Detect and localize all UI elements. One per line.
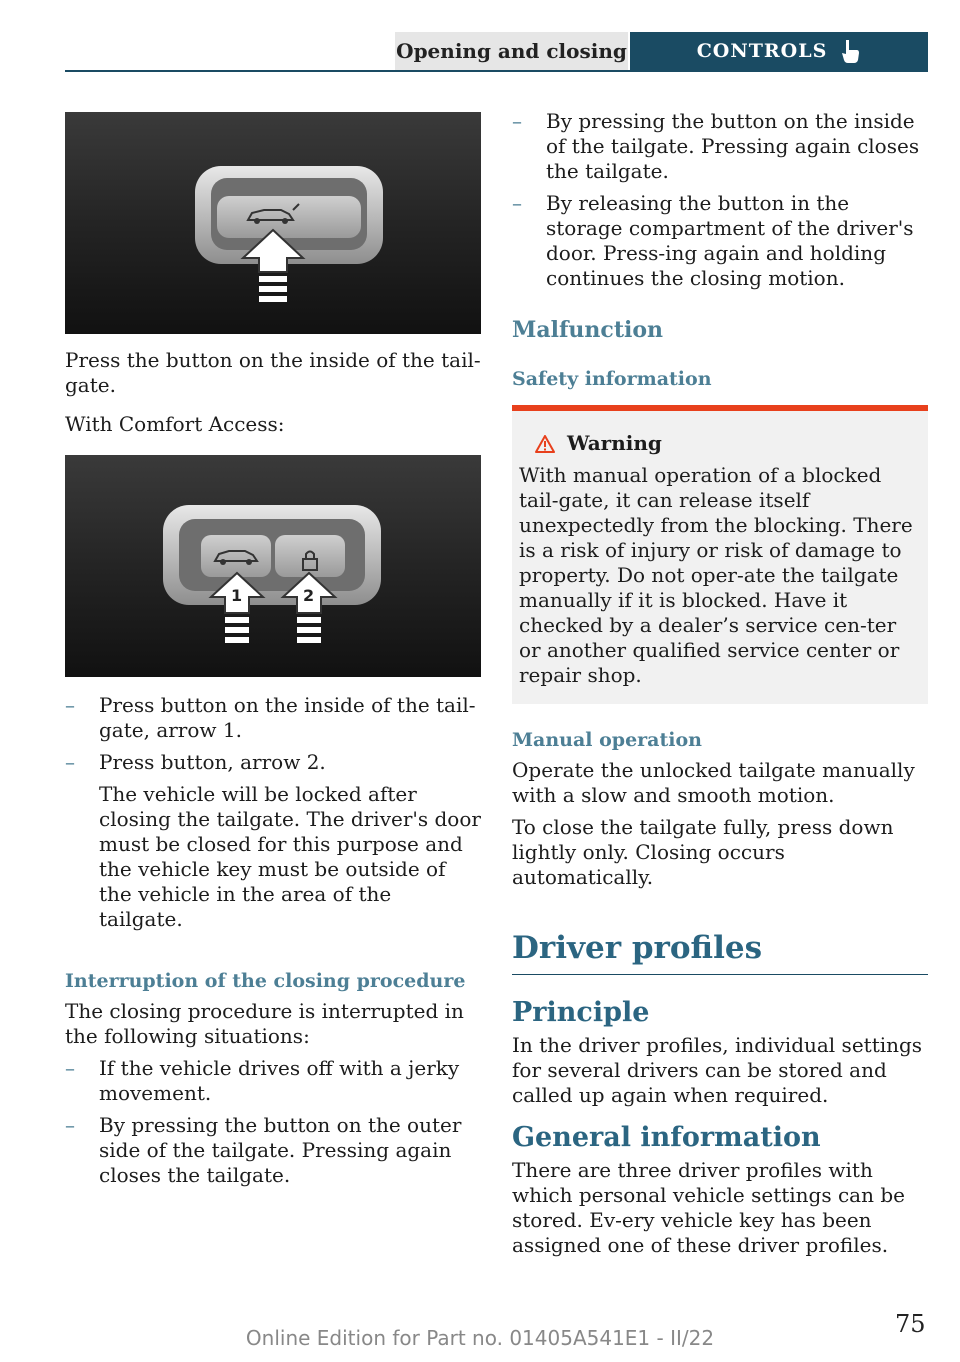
list-note: The vehicle will be locked after closing the tailgate. The driver's door must be closed for this purpose and the vehicle key must be outside of the vehicle in the area of the tailgate. xyxy=(99,782,481,931)
header-chapter-tab xyxy=(630,32,928,70)
principle-heading: Principle xyxy=(512,997,650,1028)
arrow-label-1: 1 xyxy=(231,586,243,605)
comfort-access-figure xyxy=(65,455,481,677)
controls-hand-icon xyxy=(839,38,861,64)
paragraph-comfort-access: With Comfort Access: xyxy=(65,412,285,436)
closing-list-continued xyxy=(512,109,928,291)
list-item: – If the vehicle drives off with a jerky movement. xyxy=(65,1056,460,1105)
warning-title: Warning xyxy=(535,431,922,456)
page-number: 75 xyxy=(895,1310,926,1338)
list-item: – Press button, arrow 2. xyxy=(65,750,326,774)
malfunction-heading: Malfunction xyxy=(512,317,664,343)
left-column xyxy=(65,112,481,1188)
paragraph-press-button: Press the button on the inside of the tail-gate. xyxy=(65,348,481,397)
comfort-access-list xyxy=(65,693,481,932)
interruption-list xyxy=(65,1056,481,1188)
section-rule xyxy=(512,974,928,975)
interruption-heading: Interruption of the closing procedure xyxy=(65,970,466,992)
warning-box xyxy=(512,405,928,704)
interruption-intro: The closing procedure is interrupted in the following situations: xyxy=(65,999,464,1048)
manual-operation-text-1: Operate the unlocked tailgate manually with a slow and smooth motion. xyxy=(512,758,915,807)
warning-text: With manual operation of a blocked tail-gate, it can release itself unexpectedly from the blocking. There is a risk of injury or risk of damage to property. Do not oper-ate the tailgate manually if it is blocked. Have it checked by a dealer’s service cen-ter or another qualified service center or repair shop. xyxy=(519,463,913,687)
arrow-label-2: 2 xyxy=(303,586,315,605)
header-chapter-label: CONTROLS xyxy=(696,40,828,62)
warning-triangle-icon xyxy=(535,435,555,453)
manual-operation-text-2: To close the tailgate fully, press down lightly only. Closing occurs automatically. xyxy=(512,815,894,889)
principle-text: In the driver profiles, individual settings for several drivers can be stored and called up again when required. xyxy=(512,1033,923,1107)
general-information-heading: General information xyxy=(512,1122,821,1153)
list-item: – Press button on the inside of the tail-gate, arrow 1. xyxy=(65,693,476,742)
safety-information-heading: Safety information xyxy=(512,368,712,390)
list-item: – By pressing the button on the inside of the tailgate. Pressing again closes the tailgate. xyxy=(512,109,920,183)
footer-edition: Online Edition for Part no. 01405A541E1 - II/22 xyxy=(245,1326,715,1350)
list-item: – By pressing the button on the outer side of the tailgate. Pressing again closes the tailgate. xyxy=(65,1113,462,1187)
tailgate-button-figure xyxy=(65,112,481,334)
right-column xyxy=(512,109,928,1258)
list-item: – By releasing the button in the storage compartment of the driver's door. Press-ing again and holding continues the closing motion. xyxy=(512,191,914,290)
manual-operation-heading: Manual operation xyxy=(512,729,702,751)
driver-profiles-heading: Driver profiles xyxy=(512,930,763,966)
header-section-title: Opening and closing xyxy=(395,32,628,70)
general-information-text: There are three driver profiles with which personal vehicle settings can be stored. Ev-ery vehicle key has been assigned one of these driver profiles. xyxy=(512,1158,905,1257)
header-rule xyxy=(65,70,928,72)
